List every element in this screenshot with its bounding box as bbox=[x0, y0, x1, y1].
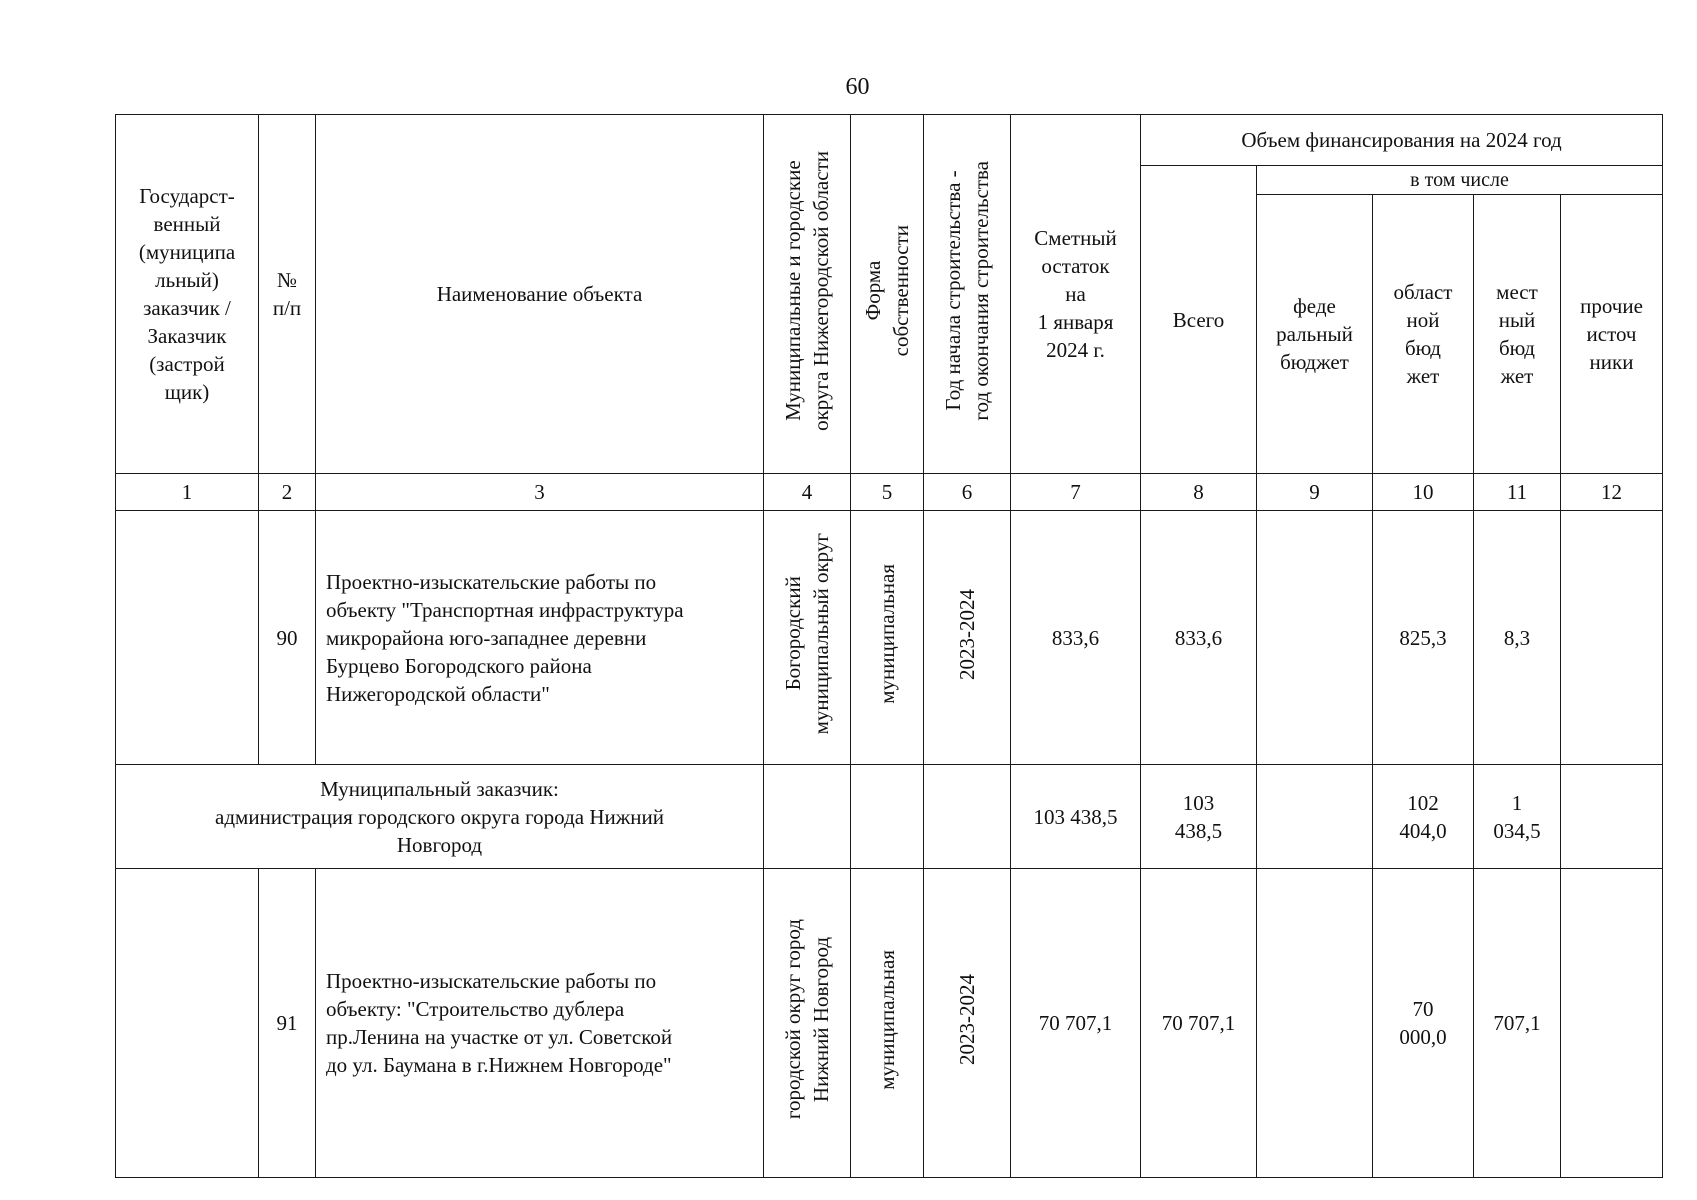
row-ownership-text: муниципальная bbox=[875, 949, 899, 1090]
column-number: 4 bbox=[764, 474, 851, 511]
header-object-name bbox=[316, 115, 764, 474]
group-federal bbox=[1257, 765, 1373, 869]
column-numbers-row bbox=[116, 474, 1663, 511]
column-number: 7 bbox=[1011, 474, 1141, 511]
group-years bbox=[924, 765, 1011, 869]
row-federal bbox=[1257, 511, 1373, 765]
group-estimate: 103 438,5 bbox=[1011, 765, 1141, 869]
group-regional-text: 102 404,0 bbox=[1399, 790, 1447, 843]
page-number: 60 bbox=[845, 74, 870, 100]
column-number: 10 bbox=[1373, 474, 1474, 511]
header-including: в том числе bbox=[1257, 166, 1663, 195]
row-ownership bbox=[851, 511, 924, 765]
row-years bbox=[924, 511, 1011, 765]
row-years-text: 2023-2024 bbox=[955, 588, 979, 680]
row-total: 70 707,1 bbox=[1141, 869, 1257, 1178]
row-estimate: 70 707,1 bbox=[1011, 869, 1141, 1178]
row-municipality bbox=[764, 869, 851, 1178]
row-number: 90 bbox=[259, 511, 316, 765]
row-years bbox=[924, 869, 1011, 1178]
column-number: 1 bbox=[116, 474, 259, 511]
row-regional bbox=[1373, 511, 1474, 765]
header-customer-text: Государст- венный (муниципа льный) заказчик / Заказчик (застрой щик) bbox=[138, 184, 236, 404]
column-number: 5 bbox=[851, 474, 924, 511]
group-regional bbox=[1373, 765, 1474, 869]
header-customer bbox=[116, 115, 259, 474]
header-ownership-text: Форма собственности bbox=[861, 224, 913, 357]
column-number: 2 bbox=[259, 474, 316, 511]
column-number: 11 bbox=[1474, 474, 1561, 511]
row-municipality bbox=[764, 511, 851, 765]
row-years-text: 2023-2024 bbox=[955, 974, 979, 1065]
column-number: 6 bbox=[924, 474, 1011, 511]
group-local-text: 1 034,5 bbox=[1493, 790, 1541, 843]
row-municipality-text: Богородский муниципальный округ bbox=[781, 533, 833, 735]
group-municipality bbox=[764, 765, 851, 869]
header-local bbox=[1474, 195, 1561, 474]
group-local bbox=[1474, 765, 1561, 869]
row-total: 833,6 bbox=[1141, 511, 1257, 765]
column-number: 9 bbox=[1257, 474, 1373, 511]
header-number-text: № п/п bbox=[272, 268, 302, 320]
row-number: 91 bbox=[259, 869, 316, 1178]
header-regional bbox=[1373, 195, 1474, 474]
row-other bbox=[1561, 511, 1663, 765]
group-label bbox=[116, 765, 764, 869]
header-total: Всего bbox=[1141, 166, 1257, 474]
column-number: 3 bbox=[316, 474, 764, 511]
header-other bbox=[1561, 195, 1663, 474]
row-customer bbox=[116, 511, 259, 765]
row-regional bbox=[1373, 869, 1474, 1178]
group-other bbox=[1561, 765, 1663, 869]
header-municipality-text: Муниципальные и городские округа Нижегородской области bbox=[781, 150, 833, 431]
customer-group-row bbox=[116, 765, 1663, 869]
row-customer bbox=[116, 869, 259, 1178]
header-years bbox=[924, 115, 1011, 474]
header-regional-text: област ной бюд жет bbox=[1393, 280, 1453, 388]
header-estimate bbox=[1011, 115, 1141, 474]
row-estimate: 833,6 bbox=[1011, 511, 1141, 765]
row-local bbox=[1474, 869, 1561, 1178]
row-municipality-text: городской округ город Нижний Новгород bbox=[781, 919, 833, 1120]
column-number: 12 bbox=[1561, 474, 1663, 511]
group-ownership bbox=[851, 765, 924, 869]
table-row bbox=[116, 869, 1663, 1178]
header-local-text: мест ный бюд жет bbox=[1496, 280, 1538, 388]
header-estimate-text: Сметный остаток на 1 января 2024 г. bbox=[1034, 226, 1117, 362]
investment-program-table bbox=[115, 114, 1663, 1178]
column-number: 8 bbox=[1141, 474, 1257, 511]
group-label-text: Муниципальный заказчик: администрация городского округа города Нижний Новгород bbox=[215, 776, 664, 857]
row-local-text: 707,1 bbox=[1493, 1011, 1541, 1035]
row-object-name-text: Проектно-изыскательские работы по объекту "Транспортная инфраструктура микрорайона юго-западнее деревни Бурцево Богородского района Нижегородской области" bbox=[326, 569, 684, 706]
row-ownership bbox=[851, 869, 924, 1178]
header-number bbox=[259, 115, 316, 474]
row-object-name bbox=[316, 511, 764, 765]
header-funding-title: Объем финансирования на 2024 год bbox=[1141, 115, 1663, 166]
header-object-name-text: Наименование объекта bbox=[436, 282, 643, 306]
row-other bbox=[1561, 869, 1663, 1178]
table-row bbox=[116, 511, 1663, 765]
row-object-name-text: Проектно-изыскательские работы по объекту: "Строительство дублера пр.Ленина на участке от ул. Советской до ул. Баумана в г.Нижнем Новгороде" bbox=[326, 969, 673, 1077]
header-ownership bbox=[851, 115, 924, 474]
row-regional-text: 70 000,0 bbox=[1399, 997, 1447, 1049]
row-local-text: 8,3 bbox=[1503, 625, 1531, 650]
header-federal bbox=[1257, 195, 1373, 474]
header-federal-text: феде ральный бюджет bbox=[1276, 294, 1353, 374]
header-municipality bbox=[764, 115, 851, 474]
header-years-text: Год начала строительства - год окончания строительства bbox=[941, 160, 993, 421]
row-local bbox=[1474, 511, 1561, 765]
group-total-text: 103 438,5 bbox=[1174, 790, 1223, 843]
row-object-name bbox=[316, 869, 764, 1178]
row-regional-text: 825,3 bbox=[1399, 625, 1447, 650]
header-other-text: прочие источ ники bbox=[1580, 294, 1643, 374]
row-ownership-text: муниципальная bbox=[875, 564, 899, 704]
group-total bbox=[1141, 765, 1257, 869]
row-federal bbox=[1257, 869, 1373, 1178]
